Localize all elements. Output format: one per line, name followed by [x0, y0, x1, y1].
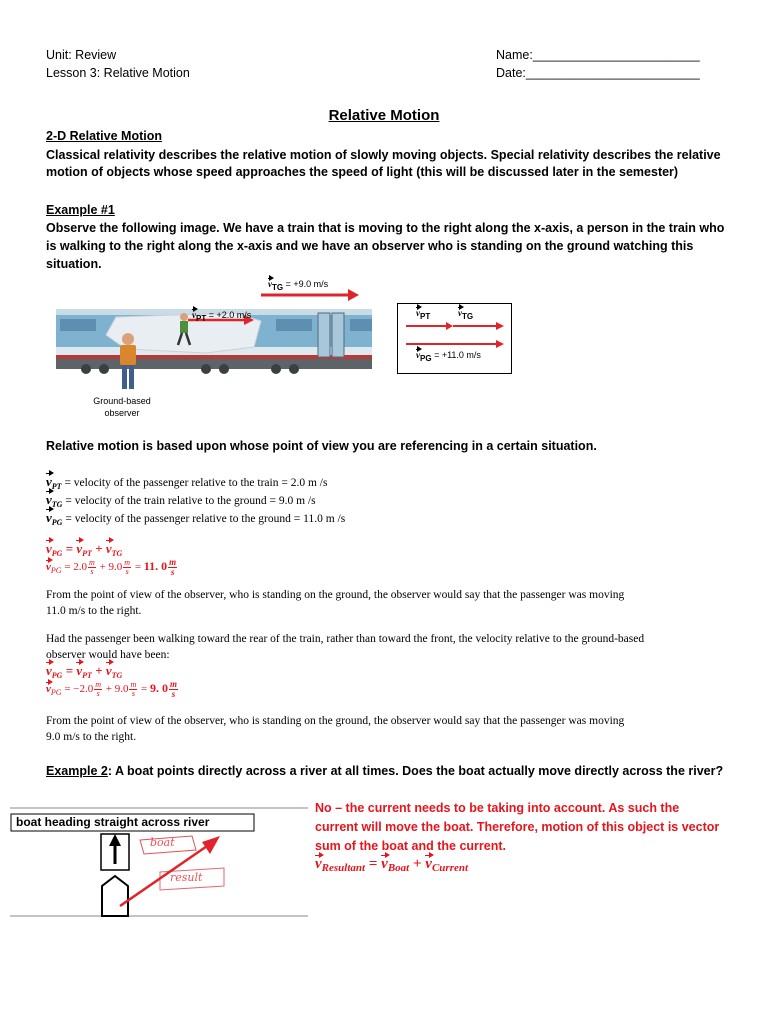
definition-item: $v_{TG}$ = velocity of the train relative to the ground = 9.0 m /s — [46, 492, 316, 509]
vtg-label: vTG = +9.0 m/s — [268, 279, 329, 292]
equation-numeric-forward: $v_{PG} = 2.0$ $\frac{m}{s}$ + 9.0 $\frac{m}{s}$ = 11. 0 $\frac{m}{s}$ — [46, 557, 177, 577]
intro-text-line: motion of objects whose speed approaches the speed of light (this will be discussed later in the semester) — [46, 165, 679, 179]
handwritten-boat: boat — [150, 836, 175, 849]
example1-text-line: Observe the following image. We have a train that is moving to the right along the x-axis, a person in the train who — [46, 221, 725, 235]
resultant-equation: $v_{Resultant} = v_{Boat} + v_{Current}$ — [315, 856, 469, 874]
boat-figure — [10, 806, 308, 918]
boat-figure-caption: boat heading straight across river — [16, 815, 210, 829]
reverse-walk-paragraph: Had the passenger been walking toward the rear of the train, rather than toward the front, the velocity relative to the ground-based observer would have been: — [46, 633, 645, 661]
equation-vector-sum-2: $v_{PG} = v_{PT} + v_{TG}$ — [46, 663, 123, 680]
example1-text-line: is walking to the right along the x-axis and we have an observer who is standing on the ground watching this — [46, 239, 694, 253]
definition-item: $v_{PT}$ = velocity of the passenger relative to the train = 2.0 m /s — [46, 474, 328, 491]
header-lesson: Lesson 3: Relative Motion — [46, 66, 190, 80]
observer-caption: Ground-based observer — [93, 396, 151, 418]
vpt-label: vPT = +2.0 m/s — [192, 310, 252, 323]
date-field[interactable]: Date:_________________________ — [496, 66, 700, 80]
intro-text-line: Classical relativity describes the relative motion of slowly moving objects. Special relativity describes the relative — [46, 148, 721, 162]
page-title: Relative Motion — [328, 107, 440, 124]
train-figure — [56, 277, 372, 425]
vtg-arrowhead — [348, 289, 359, 301]
name-field[interactable]: Name:________________________ — [496, 48, 700, 62]
example1-heading: Example #1 — [46, 203, 115, 217]
observer-conclusion-2: From the point of view of the observer, who is standing on the ground, the observer would say that the passenger was moving 9.0 m/s to the right. — [46, 715, 625, 743]
example1-text-line: situation. — [46, 257, 102, 271]
box-vtg-label: vTG — [458, 308, 474, 321]
equation-vector-sum: $v_{PG} = v_{PT} + v_{TG}$ — [46, 541, 123, 558]
boat-shape — [102, 876, 128, 916]
section-heading: 2-D Relative Motion — [46, 129, 162, 143]
box-vpt-label: vPT — [416, 308, 431, 321]
vector-sum-box — [397, 303, 512, 374]
definitions-list — [46, 474, 345, 528]
example2-answer: No – the current needs to be taking into account. As such the current will move the boat. Therefore, motion of this object is vector sum of the boat and the current. — [315, 801, 720, 853]
example2-question: Example 2: A boat points directly across a river at all times. Does the boat actually move directly across the river? — [46, 764, 724, 778]
equation-numeric-reverse: $v_{PG} = -2.0$ $\frac{m}{s}$ + 9.0 $\frac{m}{s}$ = 9. 0 $\frac{m}{s}$ — [46, 679, 177, 699]
observer-conclusion-1: From the point of view of the observer, who is standing on the ground, the observer would say that the passenger was moving 11.0 m/s to the right. — [46, 589, 625, 617]
header-unit: Unit: Review — [46, 48, 117, 62]
handwritten-result: result — [170, 871, 203, 884]
definition-item: $v_{PG}$ = velocity of the passenger relative to the ground = 11.0 m /s — [46, 510, 346, 527]
box-vpg-label: vPG = +11.0 m/s — [416, 350, 481, 363]
relative-motion-statement: Relative motion is based upon whose point of view you are referencing in a certain situation. — [46, 439, 597, 453]
